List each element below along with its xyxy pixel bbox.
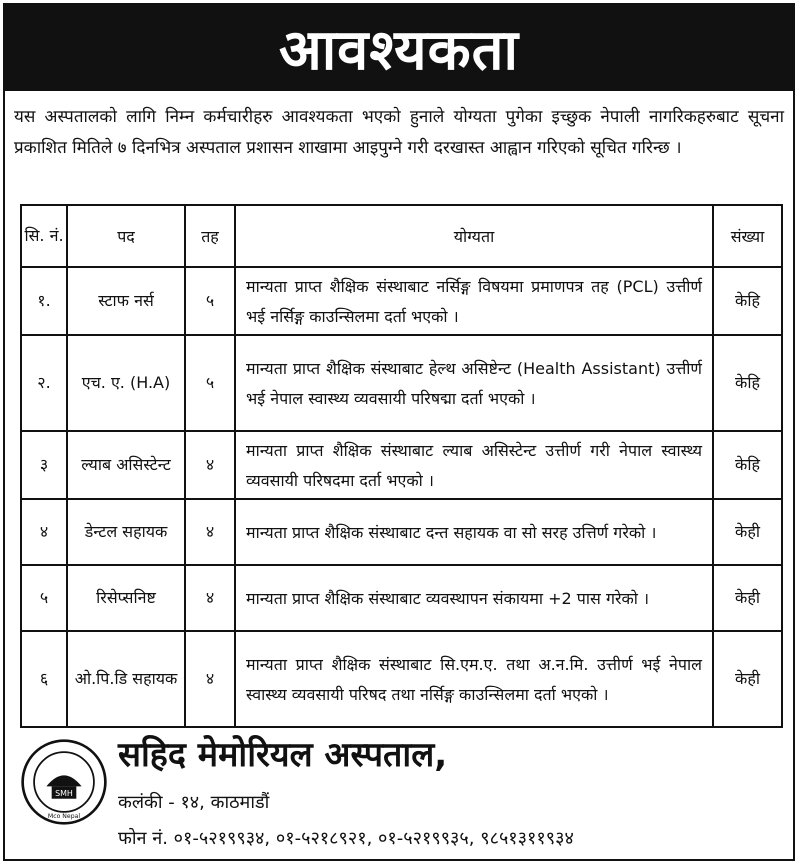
row-post: स्टाफ नर्स: [67, 267, 185, 335]
hospital-phone: फोन नं. ०१-५२१९९३४, ०१-५२१८९२१, ०१-५२१९९३५, ९८५१३११९३४: [118, 828, 574, 849]
row-qualification: मान्यता प्राप्त शैक्षिक संस्थाबाट सि.एम.ए. तथा अ.न.मि. उत्तीर्ण भई नेपाल स्वास्थ्य व्यवसायी परिषद तथा नर्सिङ्ग काउन्सिलमा दर्ता भएको ।: [235, 631, 713, 727]
row-post: ओ.पि.डि सहायक: [67, 631, 185, 727]
row-sn: ३: [21, 431, 67, 499]
row-sn: ४: [21, 499, 67, 565]
row-qualification: मान्यता प्राप्त शैक्षिक संस्थाबाट ल्याब असिस्टेन्ट उत्तीर्ण गरी नेपाल स्वास्थ्य व्यवसायी परिषदमा दर्ता भएको ।: [235, 431, 713, 499]
hospital-name: सहिद मेमोरियल अस्पताल,: [118, 735, 448, 775]
row-count: केहि: [713, 431, 782, 499]
table-row: [21, 499, 782, 565]
row-level: ४: [185, 431, 235, 499]
table-header-row: [21, 205, 782, 267]
hospital-seal-logo: [20, 738, 108, 826]
row-count: केही: [713, 565, 782, 631]
row-qualification: मान्यता प्राप्त शैक्षिक संस्थाबाट दन्त सहायक वा सो सरह उत्तिर्ण गरेको ।: [235, 499, 713, 565]
row-level: ५: [185, 335, 235, 431]
table-row: [21, 631, 782, 727]
row-sn: २.: [21, 335, 67, 431]
row-qualification: मान्यता प्राप्त शैक्षिक संस्थाबाट व्यवस्थापन संकायमा +2 पास गरेको ।: [235, 565, 713, 631]
footer: [0, 730, 800, 866]
header-level: तह: [185, 205, 235, 267]
row-post: रिसेप्सनिष्ट: [67, 565, 185, 631]
row-qualification: मान्यता प्राप्त शैक्षिक संस्थाबाट हेल्थ असिष्टेन्ट (Health Assistant) उत्तीर्ण भई नेपाल स्वास्थ्य व्यवसायी परिषद्मा दर्ता भएको ।: [235, 335, 713, 431]
row-post: ल्याब असिस्टेन्ट: [67, 431, 185, 499]
svg-text:SMH: SMH: [55, 789, 73, 799]
row-post: एच. ए. (H.A): [67, 335, 185, 431]
svg-text:Mco Nepal: Mco Nepal: [47, 813, 81, 821]
vacancy-table: [20, 204, 783, 728]
header-qualification: योग्यता: [235, 205, 713, 267]
intro-paragraph: यस अस्पतालको लागि निम्न कर्मचारीहरु आवश्यकता भएको हुनाले योग्यता पुगेका इच्छुक नेपाली नागरिकहरुबाट सूचना प्रकाशित मितिले ७ दिनभित्र अस्पताल प्रशासन शाखामा आइपुग्ने गरी दरखास्त आह्वान गरिएको सूचित गरिन्छ ।: [14, 107, 784, 158]
notice-title: आवश्यकता: [278, 18, 520, 83]
title-banner: [5, 5, 793, 91]
header-count: संख्या: [713, 205, 782, 267]
table-row: [21, 431, 782, 499]
hospital-address: कलंकी - १४, काठमाडौं: [118, 792, 270, 813]
table-row: [21, 335, 782, 431]
row-level: ४: [185, 499, 235, 565]
row-sn: १.: [21, 267, 67, 335]
row-count: केहि: [713, 267, 782, 335]
row-level: ४: [185, 565, 235, 631]
row-count: केही: [713, 631, 782, 727]
table-row: [21, 565, 782, 631]
row-sn: ५: [21, 565, 67, 631]
row-count: केही: [713, 499, 782, 565]
row-level: ४: [185, 631, 235, 727]
row-qualification: मान्यता प्राप्त शैक्षिक संस्थाबाट नर्सिङ्ग विषयमा प्रमाणपत्र तह (PCL) उत्तीर्ण भई नर्सिङ्ग काउन्सिलमा दर्ता भएको ।: [235, 267, 713, 335]
row-post: डेन्टल सहायक: [67, 499, 185, 565]
row-count: केहि: [713, 335, 782, 431]
table-row: [21, 267, 782, 335]
header-sn: सि. नं.: [21, 205, 67, 267]
header-post: पद: [67, 205, 185, 267]
row-level: ५: [185, 267, 235, 335]
row-sn: ६: [21, 631, 67, 727]
